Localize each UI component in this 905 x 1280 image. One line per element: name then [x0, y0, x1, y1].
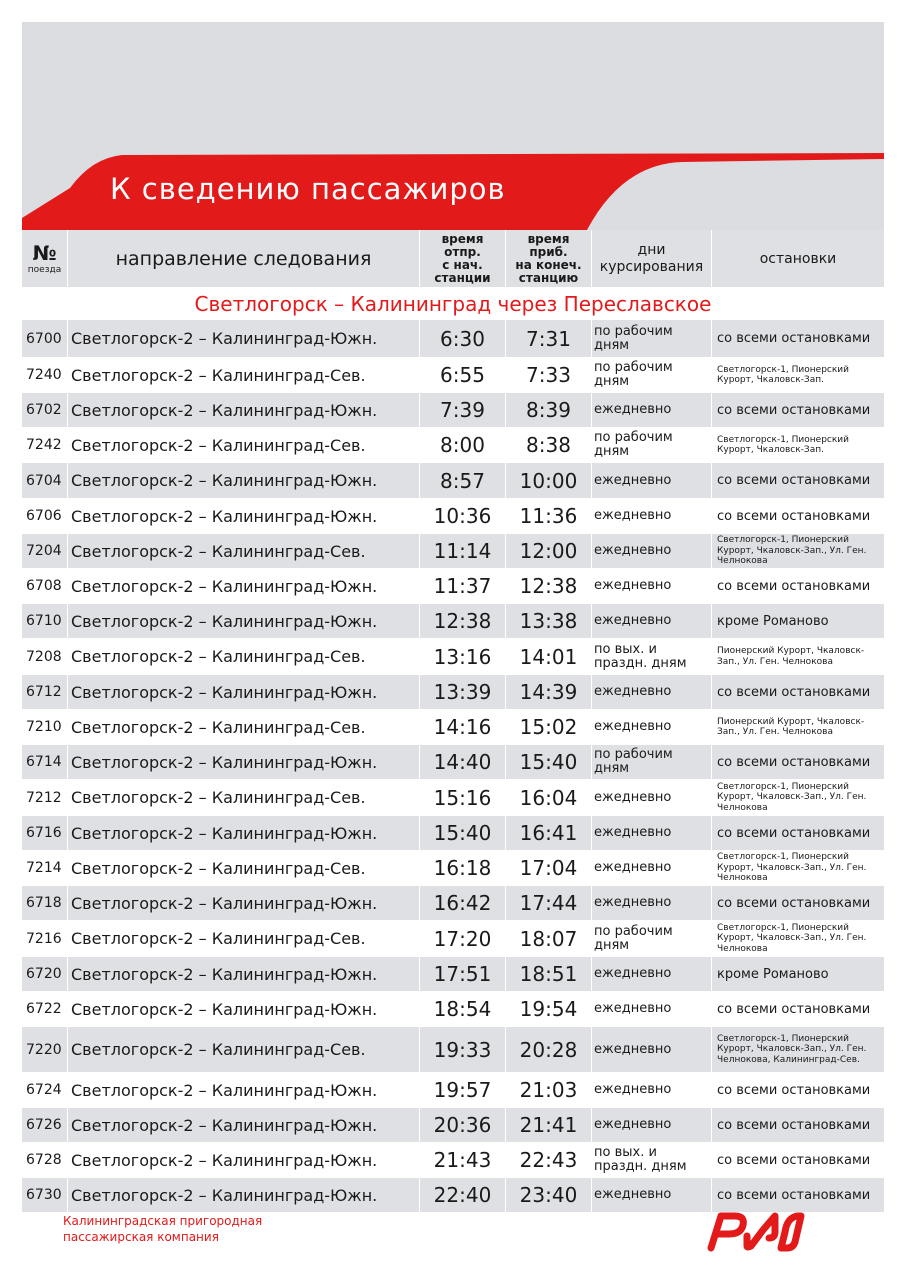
- header-arrival-line: время: [527, 231, 570, 246]
- stops: со всеми остановками: [717, 1001, 871, 1017]
- operating-days: ежедневно: [592, 393, 712, 427]
- header-departure-line: время: [441, 231, 484, 246]
- departure-time: 12:38: [420, 604, 506, 638]
- operating-days: по рабочим дням: [592, 428, 712, 462]
- stops: Пионерский Курорт, Чкаловск-Зап., Ул. Ген. Челнокова: [717, 716, 865, 737]
- route: Светлогорск-2 – Калининград-Сев.: [68, 428, 420, 462]
- arrival-time: 12:38: [506, 569, 592, 603]
- header-departure-line: станции: [434, 270, 491, 285]
- table-row: [22, 393, 884, 428]
- route: Светлогорск-2 – Калининград-Сев.: [68, 780, 420, 815]
- header-departure-line: отпр.: [444, 244, 481, 259]
- table-row: [22, 428, 884, 463]
- route: Светлогорск-2 – Калининград-Сев.: [68, 710, 420, 744]
- footer-line: Калининградская пригородная: [63, 1214, 263, 1228]
- departure-time: 21:43: [420, 1143, 506, 1177]
- banner-title: К сведению пассажиров: [110, 172, 506, 206]
- table-row: [22, 358, 884, 393]
- operating-days: по рабочим дням: [592, 358, 712, 392]
- departure-time: 15:16: [420, 780, 506, 815]
- operating-days: ежедневно: [592, 886, 712, 920]
- departure-time: 16:42: [420, 886, 506, 920]
- train-number: 7242: [22, 428, 68, 462]
- stops: со всеми остановками: [717, 578, 871, 594]
- train-number: 6706: [22, 499, 68, 533]
- header-days-line: курсирования: [599, 258, 704, 275]
- schedule-table: [22, 230, 884, 1213]
- departure-time: 20:36: [420, 1108, 506, 1142]
- route: Светлогорск-2 – Калининград-Южн.: [68, 604, 420, 638]
- table-row: [22, 569, 884, 604]
- header-arrival-line: приб.: [529, 244, 568, 259]
- table-row: [22, 639, 884, 675]
- train-number: 6708: [22, 569, 68, 603]
- stops: Светлогорск-1, Пионерский Курорт, Чкаловск-Зап., Ул. Ген. Челнокова: [717, 535, 867, 567]
- table-row: [22, 780, 884, 816]
- stops: со всеми остановками: [717, 825, 871, 841]
- table-row: [22, 675, 884, 710]
- operating-days: ежедневно: [592, 710, 712, 744]
- departure-time: 13:39: [420, 675, 506, 709]
- arrival-time: 11:36: [506, 499, 592, 533]
- train-number: 7216: [22, 921, 68, 956]
- section-title: Светлогорск – Калининград через Переславское: [22, 288, 884, 320]
- operating-days: ежедневно: [592, 1108, 712, 1142]
- operating-days: ежедневно: [592, 957, 712, 991]
- departure-time: 13:16: [420, 639, 506, 674]
- operating-days: по вых. и праздн. дням: [592, 639, 712, 674]
- header-arrival: [506, 230, 592, 287]
- header-days: [592, 230, 712, 287]
- header-train-number: [22, 230, 68, 287]
- table-row: [22, 1143, 884, 1178]
- departure-time: 14:16: [420, 710, 506, 744]
- departure-time: 19:33: [420, 1027, 506, 1072]
- operating-days: ежедневно: [592, 569, 712, 603]
- departure-time: 6:55: [420, 358, 506, 392]
- operating-days: ежедневно: [592, 1178, 712, 1212]
- departure-time: 16:18: [420, 851, 506, 885]
- train-number: 7240: [22, 358, 68, 392]
- operating-days: по рабочим дням: [592, 745, 712, 779]
- train-number: 6720: [22, 957, 68, 991]
- table-row: [22, 710, 884, 745]
- arrival-time: 20:28: [506, 1027, 592, 1072]
- stops: со всеми остановками: [717, 1117, 871, 1133]
- stops: со всеми остановками: [717, 684, 871, 700]
- stops: со всеми остановками: [717, 895, 871, 911]
- departure-time: 11:14: [420, 534, 506, 568]
- stops: Светлогорск-1, Пионерский Курорт, Чкаловск-Зап., Ул. Ген. Челнокова: [717, 852, 867, 884]
- operating-days: ежедневно: [592, 534, 712, 568]
- stops: со всеми остановками: [717, 1152, 871, 1168]
- train-number: 6716: [22, 816, 68, 850]
- route: Светлогорск-2 – Калининград-Сев.: [68, 851, 420, 885]
- stops: кроме Романово: [717, 966, 829, 982]
- train-number: 6700: [22, 320, 68, 357]
- operating-days: по рабочим дням: [592, 320, 712, 357]
- table-row: [22, 745, 884, 780]
- departure-time: 10:36: [420, 499, 506, 533]
- arrival-time: 15:40: [506, 745, 592, 779]
- train-number: 7210: [22, 710, 68, 744]
- header-number-symbol: №: [32, 240, 57, 265]
- departure-time: 17:51: [420, 957, 506, 991]
- route: Светлогорск-2 – Калининград-Южн.: [68, 675, 420, 709]
- footer-company: [63, 1213, 262, 1245]
- train-number: 6712: [22, 675, 68, 709]
- stops: кроме Романово: [717, 613, 829, 629]
- operating-days: ежедневно: [592, 499, 712, 533]
- route: Светлогорск-2 – Калининград-Южн.: [68, 320, 420, 357]
- arrival-time: 17:04: [506, 851, 592, 885]
- banner: [22, 22, 884, 230]
- route: Светлогорск-2 – Калининград-Южн.: [68, 816, 420, 850]
- table-row: [22, 1073, 884, 1108]
- route: Светлогорск-2 – Калининград-Южн.: [68, 393, 420, 427]
- departure-time: 6:30: [420, 320, 506, 357]
- table-row: [22, 921, 884, 957]
- stops: со всеми остановками: [717, 1187, 871, 1203]
- train-number: 7214: [22, 851, 68, 885]
- route: Светлогорск-2 – Калининград-Южн.: [68, 1073, 420, 1107]
- train-number: 6728: [22, 1143, 68, 1177]
- stops: Светлогорск-1, Пионерский Курорт, Чкаловск-Зап.: [717, 364, 849, 385]
- train-number: 6726: [22, 1108, 68, 1142]
- header-number-sub: поезда: [27, 264, 62, 275]
- route: Светлогорск-2 – Калининград-Южн.: [68, 463, 420, 498]
- header-departure: [420, 230, 506, 287]
- table-row: [22, 463, 884, 499]
- route: Светлогорск-2 – Калининград-Южн.: [68, 1178, 420, 1212]
- arrival-time: 8:39: [506, 393, 592, 427]
- train-number: 7208: [22, 639, 68, 674]
- train-number: 6724: [22, 1073, 68, 1107]
- arrival-time: 14:39: [506, 675, 592, 709]
- train-number: 6710: [22, 604, 68, 638]
- departure-time: 22:40: [420, 1178, 506, 1212]
- departure-time: 14:40: [420, 745, 506, 779]
- arrival-time: 17:44: [506, 886, 592, 920]
- arrival-time: 22:43: [506, 1143, 592, 1177]
- table-row: [22, 816, 884, 851]
- train-number: 6702: [22, 393, 68, 427]
- route: Светлогорск-2 – Калининград-Сев.: [68, 639, 420, 674]
- departure-time: 17:20: [420, 921, 506, 956]
- train-number: 6718: [22, 886, 68, 920]
- rzd-logo-icon: [703, 1208, 807, 1252]
- arrival-time: 16:41: [506, 816, 592, 850]
- arrival-time: 8:38: [506, 428, 592, 462]
- table-row: [22, 1108, 884, 1143]
- train-number: 6722: [22, 992, 68, 1026]
- operating-days: по рабочим дням: [592, 921, 712, 956]
- arrival-time: 10:00: [506, 463, 592, 498]
- header-arrival-line: станцию: [518, 270, 579, 285]
- route: Светлогорск-2 – Калининград-Южн.: [68, 992, 420, 1026]
- stops: со всеми остановками: [717, 402, 871, 418]
- train-number: 7220: [22, 1027, 68, 1072]
- route: Светлогорск-2 – Калининград-Южн.: [68, 1108, 420, 1142]
- header-direction: [68, 230, 420, 287]
- table-row: [22, 499, 884, 534]
- route: Светлогорск-2 – Калининград-Сев.: [68, 921, 420, 956]
- header-departure-line: с нач.: [442, 257, 483, 272]
- operating-days: ежедневно: [592, 675, 712, 709]
- train-number: 6714: [22, 745, 68, 779]
- stops: со всеми остановками: [717, 754, 871, 770]
- header-direction-label: направление следования: [115, 247, 372, 270]
- route: Светлогорск-2 – Калининград-Южн.: [68, 886, 420, 920]
- header-stops-label: остановки: [759, 250, 837, 267]
- operating-days: ежедневно: [592, 1073, 712, 1107]
- table-row: [22, 534, 884, 569]
- arrival-time: 21:03: [506, 1073, 592, 1107]
- arrival-time: 15:02: [506, 710, 592, 744]
- table-header: [22, 230, 884, 288]
- train-number: 7204: [22, 534, 68, 568]
- arrival-time: 14:01: [506, 639, 592, 674]
- stops: со всеми остановками: [717, 1082, 871, 1098]
- departure-time: 18:54: [420, 992, 506, 1026]
- stops: со всеми остановками: [717, 331, 871, 346]
- table-row: [22, 886, 884, 921]
- route: Светлогорск-2 – Калининград-Южн.: [68, 569, 420, 603]
- stops: со всеми остановками: [717, 508, 871, 524]
- stops: со всеми остановками: [717, 473, 871, 488]
- footer-line: пассажирская компания: [63, 1230, 219, 1244]
- operating-days: по вых. и праздн. дням: [592, 1143, 712, 1177]
- train-number: 7212: [22, 780, 68, 815]
- table-row: [22, 957, 884, 992]
- arrival-time: 19:54: [506, 992, 592, 1026]
- arrival-time: 16:04: [506, 780, 592, 815]
- operating-days: ежедневно: [592, 816, 712, 850]
- arrival-time: 23:40: [506, 1178, 592, 1212]
- table-row: [22, 604, 884, 639]
- train-number: 6704: [22, 463, 68, 498]
- route: Светлогорск-2 – Калининград-Сев.: [68, 534, 420, 568]
- operating-days: ежедневно: [592, 992, 712, 1026]
- route: Светлогорск-2 – Калининград-Южн.: [68, 1143, 420, 1177]
- arrival-time: 18:51: [506, 957, 592, 991]
- stops: Пионерский Курорт, Чкаловск-Зап., Ул. Ген. Челнокова: [717, 646, 865, 667]
- route: Светлогорск-2 – Калининград-Южн.: [68, 745, 420, 779]
- table-body: [22, 320, 884, 1213]
- stops: Светлогорск-1, Пионерский Курорт, Чкаловск-Зап.: [717, 434, 849, 455]
- arrival-time: 18:07: [506, 921, 592, 956]
- arrival-time: 7:31: [506, 320, 592, 357]
- arrival-time: 7:33: [506, 358, 592, 392]
- arrival-time: 12:00: [506, 534, 592, 568]
- arrival-time: 21:41: [506, 1108, 592, 1142]
- departure-time: 19:57: [420, 1073, 506, 1107]
- header-days-line: дни: [637, 241, 666, 258]
- header-stops: [712, 230, 884, 287]
- operating-days: ежедневно: [592, 604, 712, 638]
- route: Светлогорск-2 – Калининград-Южн.: [68, 499, 420, 533]
- header-arrival-line: на конеч.: [515, 257, 582, 272]
- route: Светлогорск-2 – Калининград-Южн.: [68, 957, 420, 991]
- departure-time: 15:40: [420, 816, 506, 850]
- stops: Светлогорск-1, Пионерский Курорт, Чкаловск-Зап., Ул. Ген. Челнокова, Калининград-Сев.: [717, 1033, 867, 1065]
- stops: Светлогорск-1, Пионерский Курорт, Чкаловск-Зап., Ул. Ген. Челнокова: [717, 922, 867, 954]
- route: Светлогорск-2 – Калининград-Сев.: [68, 358, 420, 392]
- arrival-time: 13:38: [506, 604, 592, 638]
- table-row: [22, 320, 884, 358]
- departure-time: 8:00: [420, 428, 506, 462]
- route: Светлогорск-2 – Калининград-Сев.: [68, 1027, 420, 1072]
- table-row: [22, 851, 884, 886]
- departure-time: 8:57: [420, 463, 506, 498]
- operating-days: ежедневно: [592, 851, 712, 885]
- operating-days: ежедневно: [592, 780, 712, 815]
- departure-time: 7:39: [420, 393, 506, 427]
- operating-days: ежедневно: [592, 1027, 712, 1072]
- table-row: [22, 992, 884, 1027]
- table-row: [22, 1027, 884, 1073]
- operating-days: ежедневно: [592, 463, 712, 498]
- departure-time: 11:37: [420, 569, 506, 603]
- train-number: 6730: [22, 1178, 68, 1212]
- stops: Светлогорск-1, Пионерский Курорт, Чкаловск-Зап., Ул. Ген. Челнокова: [717, 781, 867, 813]
